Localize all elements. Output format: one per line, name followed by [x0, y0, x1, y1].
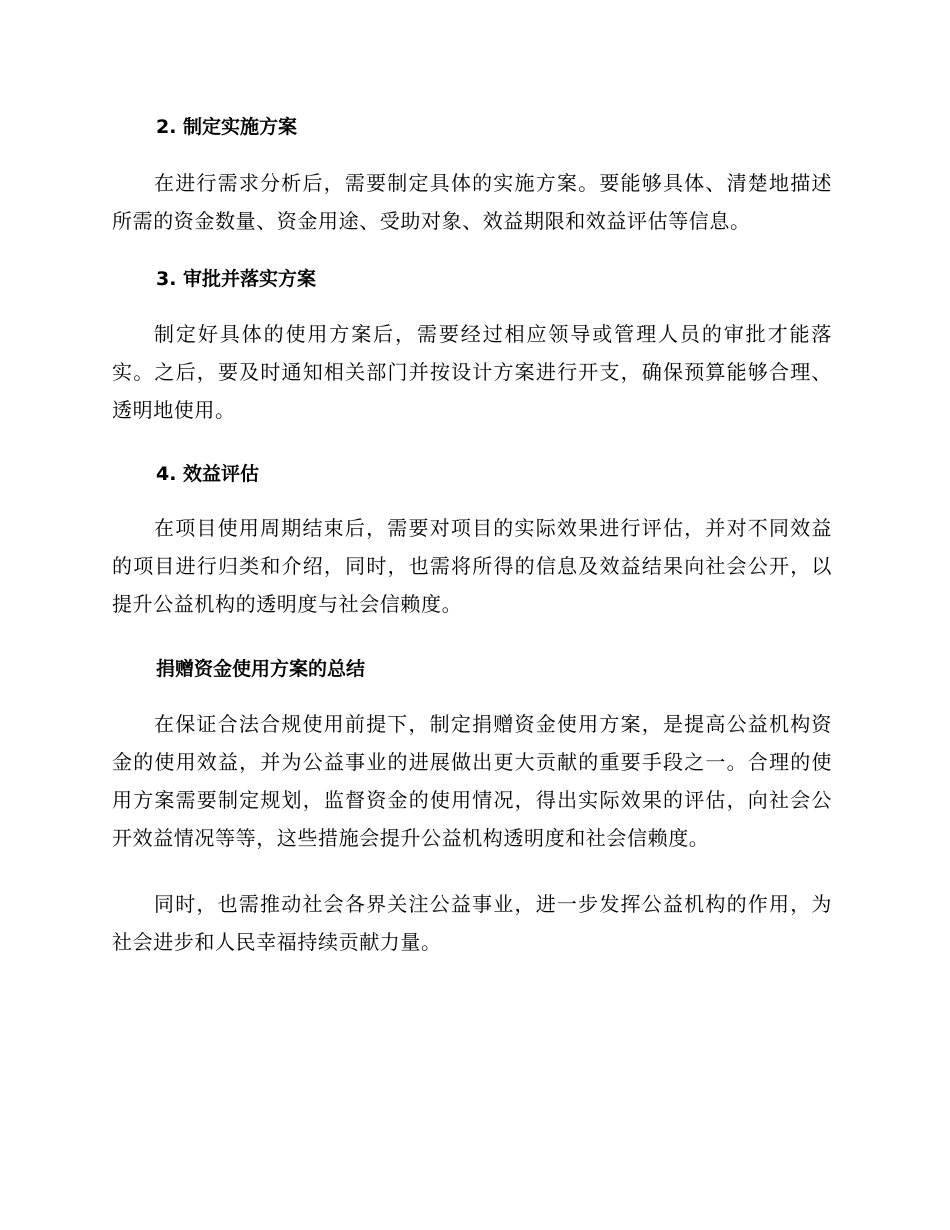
paragraph-benefit-evaluation: 在项目使用周期结束后，需要对项目的实际效果进行评估，并对不同效益的项目进行归类和介绍，同时，也需将所得的信息及效益结果向社会公开，以提升公益机构的透明度与社会信赖度。: [112, 516, 832, 616]
paragraph-approval: 制定好具体的使用方案后，需要经过相应领导或管理人员的审批才能落实。之后，要及时通知相关部门并按设计方案进行开支，确保预算能够合理、透明地使用。: [112, 322, 832, 422]
paragraph-summary-2: 同时，也需推动社会各界关注公益事业，进一步发挥公益机构的作用，为社会进步和人民幸福持续贡献力量。: [112, 892, 832, 954]
section-heading-implementation-plan: 2. 制定实施方案: [156, 116, 298, 138]
section-heading-approval: 3. 审批并落实方案: [156, 268, 317, 290]
section-heading-benefit-evaluation: 4. 效益评估: [156, 463, 260, 485]
section-heading-summary: 捐赠资金使用方案的总结: [156, 658, 366, 680]
paragraph-summary-1: 在保证合法合规使用前提下，制定捐赠资金使用方案，是提高公益机构资金的使用效益，并为公益事业的进展做出更大贡献的重要手段之一。合理的使用方案需要制定规划，监督资金的使用情况，得出实际效果的评估，向社会公开效益情况等等，这些措施会提升公益机构透明度和社会信赖度。: [112, 712, 832, 850]
paragraph-implementation-plan: 在进行需求分析后，需要制定具体的实施方案。要能够具体、清楚地描述所需的资金数量、资金用途、受助对象、效益期限和效益评估等信息。: [112, 171, 832, 233]
